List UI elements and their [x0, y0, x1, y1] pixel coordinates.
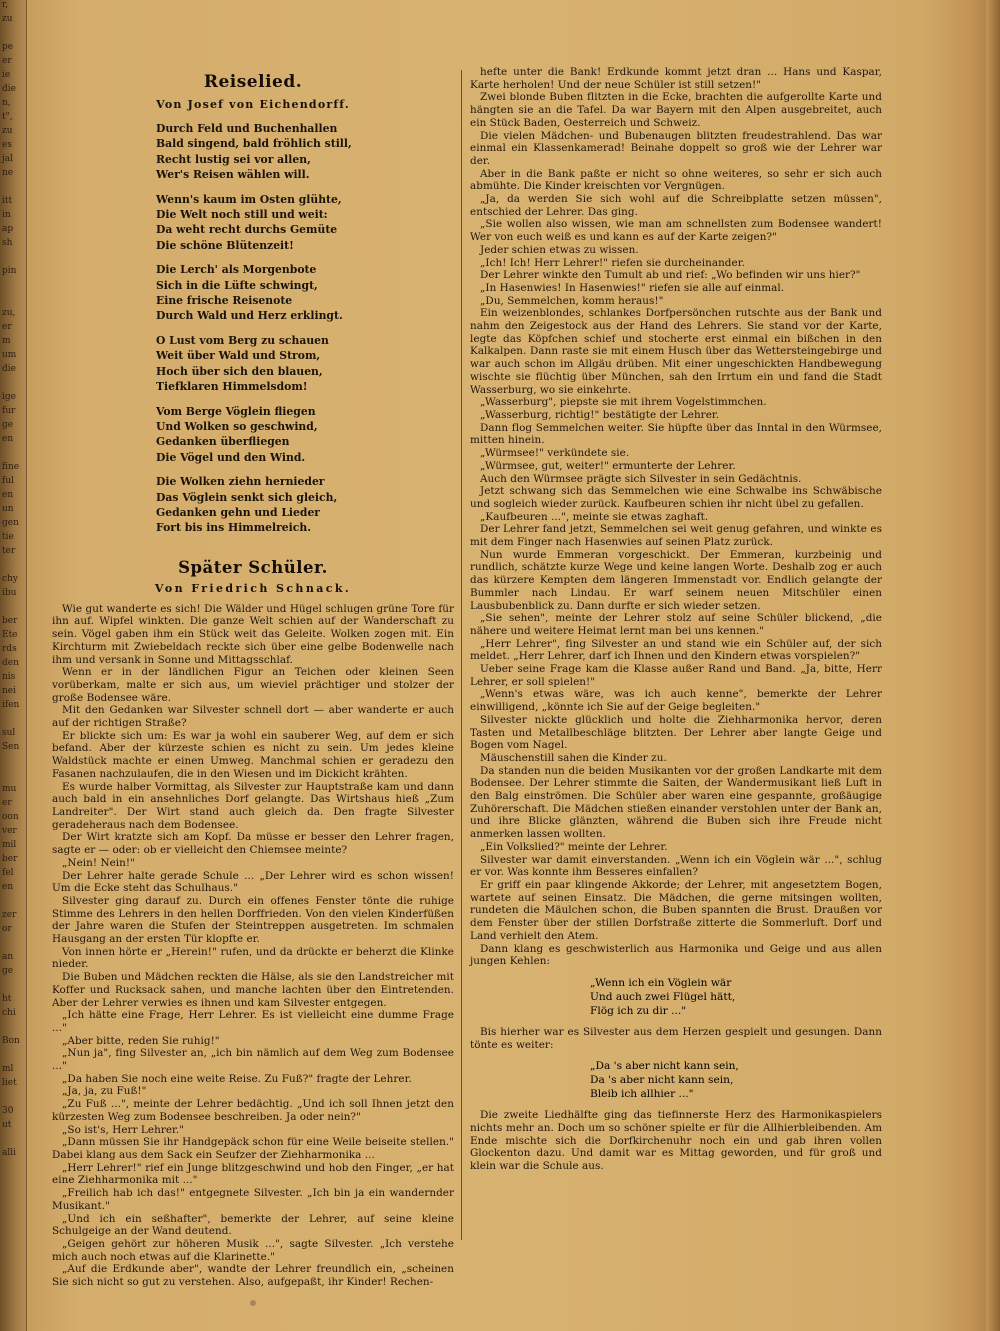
- poem-line: Recht lustig sei vor allen,: [156, 152, 311, 166]
- binding-fragment: [0, 756, 26, 770]
- paragraph: „Herr Lehrer!" rief ein Junge blitzgeschwind und hob den Finger, „er hat eine Ziehharmonika mit ...": [52, 1161, 454, 1187]
- paragraph: „Nein! Nein!": [62, 856, 135, 869]
- binding-fragment: gen: [2, 518, 19, 528]
- binding-fragment: mil: [2, 840, 17, 850]
- paragraph: Von innen hörte er „Herein!" rufen, und da drückte er beherzt die Klinke nieder.: [52, 945, 454, 971]
- binding-fragment: ne: [2, 168, 14, 178]
- binding-fragment: [0, 182, 26, 196]
- paragraph: „Und ich ein seßhafter", bemerkte der Lehrer, auf seine kleine Schulgeige an der Wand deutend.: [52, 1212, 454, 1238]
- paragraph: „Ein Volkslied?" meinte der Lehrer.: [480, 840, 668, 853]
- story-author: Von Friedrich Schnack.: [154, 581, 352, 595]
- paragraph: Er blickte sich um: Es war ja wohl ein sauberer Weg, auf dem er sich befand. Aber der kürzeste schien es nicht zu sein. Um jedes kleine Waldstück machte er einen Umweg. Manchmal schien er geradezu den Fasanen nachzulaufen, die in den Wiesen und im Dickicht krähten.: [52, 729, 454, 780]
- paragraph: „Dann müssen Sie ihr Handgepäck schon für eine Weile beiseite stellen." Dabei klang aus dem Sack ein Seufzer der Ziehharmonika ...: [52, 1136, 454, 1161]
- paragraph: „Du, Semmelchen, komm heraus!": [480, 294, 664, 307]
- paragraph: Silvester ging darauf zu. Durch ein offenes Fenster tönte die ruhige Stimme des Lehrers in den hellen Dorffrieden. Von den vielen Kinderfüßen der Jahre waren die Stufen der Steintreppen ausgetreten. Im schmalen Hausgang an der ersten Tür klopfte er.: [52, 894, 454, 946]
- song-verse-2: [590, 1059, 882, 1101]
- binding-fragment: chy: [2, 574, 18, 584]
- binding-fragment: m: [2, 336, 11, 346]
- binding-fragment: [0, 1134, 26, 1148]
- binding-fragment: ber: [2, 854, 18, 864]
- song-line: „Da 's aber nicht kann sein,: [590, 1060, 739, 1073]
- song-verse-1: [590, 976, 882, 1018]
- binding-fragment: itt: [2, 196, 13, 206]
- binding-fragment: or: [2, 924, 12, 934]
- paragraph: „Nun ja", fing Silvester an, „ich bin nämlich auf dem Weg zum Bodensee ...": [52, 1047, 454, 1073]
- paragraph: „Ich hätte eine Frage, Herr Lehrer. Es ist vielleicht eine dumme Frage ...": [52, 1009, 454, 1034]
- paragraph: Mäuschenstill sahen die Kinder zu.: [480, 751, 667, 764]
- paragraph: Ein weizenblondes, schlankes Dorfpersönchen rutschte aus der Bank und nahm den Zeigestock aus der Hand des Lehrers. Sie stand vor der Karte, legte das Köpfchen schief und stocherte erst einmal ein bißchen in den Kalkalpen. Dann raste sie mit einem Husch über das Wettersteingebirge und war auch schon im Allgäu drüben. Mit einer ungeschickten Handbewegung wischte sie flüchtig über München, sah den Irrtum ein und fand die Stadt Wasserburg, wo sie einkehrte.: [470, 307, 882, 396]
- song-line: Flög ich zu dir ...": [590, 1004, 687, 1017]
- poem-stanza: [156, 121, 454, 183]
- paragraph: Der Lehrer halte gerade Schule ... „Der Lehrer wird es schon wissen! Um die Ecke steht das Schulhaus.": [52, 869, 454, 895]
- binding-fragment: ibu: [2, 588, 17, 598]
- story-text-right-mid: [470, 1026, 882, 1051]
- story-title: Später Schüler.: [178, 557, 328, 577]
- binding-fragment: es: [2, 140, 12, 150]
- binding-fragment: en: [2, 434, 14, 444]
- poem-line: Vom Berge Vöglein fliegen: [156, 404, 316, 418]
- binding-fragment: [0, 448, 26, 462]
- binding-fragment: rds: [2, 644, 17, 654]
- poem-title: Reiselied.: [203, 72, 303, 92]
- binding-fragment: ap: [2, 224, 14, 234]
- binding-fragment: Bon: [2, 1036, 20, 1046]
- binding-fragment: [0, 1050, 26, 1064]
- binding-fragment: zu: [2, 126, 13, 136]
- binding-fragment: ige: [2, 392, 16, 402]
- binding-fragment: t",: [2, 112, 13, 122]
- poem-line: Die Wolken ziehn hernieder: [156, 475, 325, 489]
- binding-fragment: die: [2, 364, 16, 374]
- poem-line: Durch Feld und Buchenhallen: [156, 122, 338, 135]
- poem-line: Da weht recht durchs Gemüte: [156, 223, 338, 237]
- poem-body: [156, 121, 454, 536]
- right-column: [470, 66, 882, 1266]
- binding-fragment: liet: [2, 1078, 17, 1088]
- binding-fragment: [0, 714, 26, 728]
- paragraph: „Ich! Ich! Herr Lehrer!" riefen sie durcheinander.: [480, 256, 745, 269]
- paragraph: Jetzt schwang sich das Semmelchen wie eine Schwalbe ins Schwäbische und sogleich wieder zurück. Kaufbeuren schien ihr nicht übel zu gefallen.: [470, 485, 882, 510]
- paragraph: „Würmsee, gut, weiter!" ermunterte der Lehrer.: [480, 459, 736, 472]
- paragraph: „In Hasenwies! In Hasenwies!" riefen sie alle auf einmal.: [480, 281, 785, 294]
- poem-line: Durch Wald und Herz erklingt.: [156, 309, 343, 323]
- paragraph: Die zweite Liedhälfte ging das tiefinnerste Herz des Harmonikaspielers nichts mehr an. Doch um so schöner spielte er für die Allhierbleibenden. Am Ende mischte sich die Dorfkirchenuhr noch ein und gab ihren vollen Glockenton dazu. Und damit war es Mittag geworden, und für groß und klein war die Schule aus.: [470, 1109, 882, 1173]
- poem-stanza: [156, 474, 454, 536]
- poem-line: Gedanken überfliegen: [156, 435, 290, 449]
- paragraph: Der Lehrer winkte den Tumult ab und rief: „Wo befinden wir uns hier?": [480, 269, 861, 282]
- paragraph: Silvester nickte glücklich und holte die Ziehharmonika hervor, deren Tasten und Metallbeschläge blitzten. Der Lehrer aber langte Geige und Bogen vom Nagel.: [470, 713, 882, 752]
- binding-fragment: ge: [2, 966, 14, 976]
- binding-fragment: ut: [2, 1120, 12, 1130]
- binding-fragment: fine: [2, 462, 20, 472]
- binding-fragment: ful: [2, 476, 15, 486]
- story-text-right-end: [470, 1109, 882, 1173]
- paragraph: „Aber bitte, reden Sie ruhig!": [62, 1034, 220, 1047]
- binding-fragment: pin: [2, 266, 17, 276]
- poem-stanza: [156, 404, 454, 466]
- binding-fragment: [0, 378, 26, 392]
- binding-fragment: alli: [2, 1148, 17, 1158]
- paragraph: Aber in die Bank paßte er nicht so ohne weiteres, so sehr er sich auch abmühte. Die Kinder kreischten vor Vergnügen.: [470, 167, 882, 193]
- poem-line: Die Welt noch still und weit:: [156, 208, 328, 222]
- binding-fragment: ie: [2, 70, 11, 80]
- binding-fragment: ver: [2, 826, 17, 836]
- story-text-left: [52, 603, 454, 1289]
- binding-fragment: zu,: [2, 308, 16, 318]
- paragraph: „Kaufbeuren ...", meinte sie etwas zaghaft.: [480, 510, 709, 523]
- binding-fragment: Sen: [2, 742, 20, 752]
- poem-stanza: [156, 192, 454, 254]
- paragraph: Wenn er in der ländlichen Figur an Teichen oder kleinen Seen vorüberkam, malte er sich aus, um wieviel prächtiger und stolzer der große Bodensee wäre.: [52, 666, 454, 704]
- paragraph: Dann flog Semmelchen weiter. Sie hüpfte über das Inntal in den Würmsee, mitten hinein.: [470, 421, 882, 447]
- paragraph: Silvester war damit einverstanden. „Wenn ich ein Vöglein wär ...", schlug er vor. Was konnte ihm Besseres einfallen?: [470, 853, 882, 879]
- binding-fragment: [0, 1022, 26, 1036]
- paragraph: „Zu Fuß ...", meinte der Lehrer bedächtig. „Und ich soll Ihnen jetzt den kürzesten Weg zum Bodensee beschreiben. Ja oder nein?": [52, 1098, 454, 1123]
- paragraph: Mit den Gedanken war Silvester schnell dort — aber wanderte er auch auf der richtigen Straße?: [52, 704, 454, 730]
- poem-line: Die Vögel und den Wind.: [156, 450, 306, 464]
- poem-line: Die schöne Blütenzeit!: [156, 238, 294, 252]
- paragraph: „Wasserburg", piepste sie mit ihrem Vogelstimmchen.: [480, 396, 767, 409]
- paragraph: Der Lehrer fand jetzt, Semmelchen sei weit genug gefahren, und winkte es mit dem Finger nach Hasenwies auf seinen Platz zurück.: [470, 523, 882, 549]
- paragraph: „Wasserburg, richtig!" bestätigte der Lehrer.: [480, 408, 720, 421]
- poem-line: Das Vöglein senkt sich gleich,: [156, 490, 338, 504]
- binding-fragment: nis: [2, 672, 16, 682]
- paragraph: „So ist's, Herr Lehrer.": [62, 1123, 185, 1136]
- poem-author: Von Josef von Eichendorff.: [156, 98, 350, 111]
- binding-fragment: zu: [2, 14, 13, 24]
- binding-fragment: ht: [2, 994, 12, 1004]
- binding-fragment: tie: [2, 532, 14, 542]
- binding-fragment: Ete: [2, 630, 18, 640]
- story-text-right: [470, 66, 882, 968]
- poem-stanza: [156, 262, 454, 324]
- paragraph: „Geigen gehört zur höheren Musik ...", sagte Silvester. „Ich verstehe mich auch noch etwas auf die Klarinette.": [52, 1237, 454, 1263]
- print-mark: [250, 1300, 256, 1306]
- binding-strip: [0, 0, 27, 1331]
- poem-line: Eine frische Reisenote: [156, 294, 293, 308]
- binding-fragment: 30: [2, 1106, 14, 1116]
- poem-line: Wer's Reisen wählen will.: [156, 168, 310, 182]
- paragraph: Nun wurde Emmeran vorgeschickt. Der Emmeran, kurzbeinig und rundlich, schätzte kurze Wege und keine langen Worte. Deshalb zog er auch das kürzere Kempten dem längeren Immenstadt vor. Endlich gelangte der Bummler nach Lindau. Er warf seinem neuen Mitschüler einen Lausbubenblick zu. Dann durfte er sich wieder setzen.: [470, 548, 882, 612]
- binding-fragment: [0, 602, 26, 616]
- binding-fragment: chi: [2, 1008, 16, 1018]
- paragraph: Er griff ein paar klingende Akkorde; der Lehrer, mit angesetztem Bogen, wartete auf seinen Einsatz. Die Mädchen, die gerne mitsingen wollten, rundeten die Mäulchen schon, die Buben spannten die Brust. Draußen vor dem Fenster über der stillen Dorfstraße zitterte die Sommerluft. Dorf und Land verhielt den Atem.: [470, 879, 882, 942]
- binding-fragment: er: [2, 322, 12, 332]
- binding-fragment: en: [2, 882, 14, 892]
- paragraph: hefte unter die Bank! Erdkunde kommt jetzt dran ... Hans und Kaspar, Karte herholen! Und der neue Schüler ist still setzen!": [470, 66, 882, 91]
- paragraph: Ueber seine Frage kam die Klasse außer Rand und Band. „Ja, bitte, Herr Lehrer, er soll spielen!": [470, 663, 882, 688]
- binding-fragment: [0, 294, 26, 308]
- binding-fragment: den: [2, 658, 19, 668]
- poem-line: Gedanken gehn und Lieder: [156, 505, 320, 519]
- binding-fragment: [0, 1092, 26, 1106]
- binding-fragment: an: [2, 952, 14, 962]
- binding-fragment: r,: [2, 0, 9, 10]
- paragraph: „Wenn's etwas wäre, was ich auch kenne", bemerkte der Lehrer einwilligend, „könnte ich Sie auf der Geige begleiten.": [470, 688, 882, 714]
- song-line: „Wenn ich ein Vöglein wär: [590, 976, 732, 989]
- poem-line: Die Lerch' als Morgenbote: [156, 263, 317, 277]
- binding-fragment: ge: [2, 420, 14, 430]
- poem-line: O Lust vom Berg zu schauen: [156, 333, 329, 347]
- paragraph: „Auf die Erdkunde aber", wandte der Lehrer freundlich ein, „scheinen Sie sich nicht so gut zu verstehen. Also, aufgepaßt, ihr Kinder! Rechen-: [52, 1263, 454, 1289]
- binding-fragment: jal: [2, 154, 14, 164]
- paragraph: „Würmsee!" verkündete sie.: [480, 447, 630, 460]
- binding-fragment: n,: [2, 98, 11, 108]
- binding-fragment: in: [2, 210, 11, 220]
- binding-fragment: sul: [2, 728, 16, 738]
- binding-fragment: fel: [2, 868, 14, 878]
- binding-fragment: die: [2, 84, 16, 94]
- paragraph: „Ja, ja, zu Fuß!": [62, 1085, 147, 1098]
- poem-line: Fort bis ins Himmelreich.: [156, 521, 311, 535]
- song-line: Und auch zwei Flügel hätt,: [590, 990, 736, 1003]
- poem-line: Weit über Wald und Strom,: [156, 349, 321, 363]
- paragraph: „Sie wollen also wissen, wie man am schnellsten zum Bodensee wandert! Wer von euch weiß es und kann es auf der Karte zeigen?": [470, 218, 882, 244]
- paragraph: Es wurde halber Vormittag, als Silvester zur Hauptstraße kam und dann auch bald in ein ansehnliches Dorf gelangte. Das Wirtshaus hieß „Zum Landreiter". Der Wirt stand auch gleich da. Den fragte Silvester geradeheraus nach dem Bodensee.: [52, 780, 454, 831]
- paragraph: Bis hierher war es Silvester aus dem Herzen gespielt und gesungen. Dann tönte es weiter:: [470, 1025, 882, 1051]
- binding-fragment: pe: [2, 42, 14, 52]
- paragraph: Wie gut wanderte es sich! Die Wälder und Hügel schlugen grüne Tore für ihn auf. Wipfel winkten. Die ganze Welt schien auf der Wanderschaft zu sein. Vögel gaben ihm ein Stück weit das Geleite. Wolken zogen mit. Ein Kirchturm mit Zwiebeldach reckte sich über eine gelbe Bodenwelle nach ihm und versank in Sonne und Mittagsschlaf.: [52, 602, 454, 666]
- poem-line: Wenn's kaum im Osten glühte,: [156, 192, 342, 206]
- paragraph: Da standen nun die beiden Musikanten vor der großen Landkarte mit dem Bodensee. Der Lehrer stimmte die Saiten, der Wandermusikant ließ Luft in den Balg einströmen. Die Schüler aber waren eine gespannte, großäugige Zuhörerschaft. Die Mädchen stießen einander verstohlen unter der Bank an, und ihre Blicke glänzten, während die Buben sich ihre Freude nicht anmerken lassen wollten.: [470, 764, 882, 841]
- binding-fragment: ifen: [2, 700, 20, 710]
- paragraph: Auch den Würmsee prägte sich Silvester in sein Gedächtnis.: [480, 472, 802, 485]
- paragraph: „Da haben Sie noch eine weite Reise. Zu Fuß?" fragte der Lehrer.: [62, 1072, 412, 1085]
- paragraph: Der Wirt kratzte sich am Kopf. Da müsse er besser den Lehrer fragen, sagte er — oder: ob er vielleicht den Chiemsee meinte?: [52, 831, 454, 857]
- poem-line: Hoch über sich den blauen,: [156, 364, 323, 378]
- poem-line: Sich in die Lüfte schwingt,: [156, 278, 318, 292]
- binding-fragment: un: [2, 504, 14, 514]
- binding-fragment: [0, 938, 26, 952]
- binding-fragment: oon: [2, 812, 19, 822]
- song-line: Da 's aber nicht kann sein,: [590, 1074, 734, 1087]
- binding-fragment: er: [2, 798, 12, 808]
- paragraph: Zwei blonde Buben flitzten in die Ecke, brachten die aufgerollte Karte und hängten sie an die Tafel. Da war Bayern mit den Alpen ausgebreitet, auch ein Stück Baden, Oesterreich und Schweiz.: [470, 91, 882, 129]
- binding-fragment: [0, 980, 26, 994]
- paragraph: Dann klang es geschwisterlich aus Harmonika und Geige und aus allen jungen Kehlen:: [470, 942, 882, 968]
- binding-fragment: [0, 560, 26, 574]
- binding-fragment: zer: [2, 910, 17, 920]
- song-line: Bleib ich allhier ...": [590, 1088, 694, 1101]
- binding-fragment: ml: [2, 1064, 14, 1074]
- binding-fragment: [0, 896, 26, 910]
- binding-fragment: sh: [2, 238, 13, 248]
- binding-fragment: er: [2, 56, 12, 66]
- binding-fragment: mu: [2, 784, 17, 794]
- binding-fragment: [0, 252, 26, 266]
- paragraph: „Ja, da werden Sie sich wohl auf die Schreibplatte setzen müssen", entschied der Lehrer. Das ging.: [470, 193, 882, 218]
- binding-fragment: [0, 280, 26, 294]
- paragraph: „Freilich hab ich das!" entgegnete Silvester. „Ich bin ja ein wandernder Musikant.": [52, 1187, 454, 1212]
- binding-fragment: ter: [2, 546, 16, 556]
- left-column: [52, 66, 454, 1289]
- poem-line: Tiefklaren Himmelsdom!: [156, 380, 308, 394]
- paragraph: „Sie sehen", meinte der Lehrer stolz auf seine Schüler blickend, „die nähere und weitere Heimat lernt man bei uns kennen.": [470, 612, 882, 637]
- page-edge: [986, 0, 1000, 1331]
- poem-stanza: [156, 333, 454, 395]
- binding-fragment: en: [2, 490, 14, 500]
- paragraph: Jeder schien etwas zu wissen.: [480, 243, 639, 256]
- binding-fragment: [0, 28, 26, 42]
- paragraph: „Herr Lehrer", fing Silvester an und stand wie ein Schüler auf, der sich meldet. „Herr Lehrer, darf ich Ihnen und den Kindern etwas vorspielen?": [470, 637, 882, 663]
- binding-fragment: fur: [2, 406, 16, 416]
- poem-line: Bald singend, bald fröhlich still,: [156, 137, 352, 151]
- paragraph: Die vielen Mädchen- und Bubenaugen blitzten freudestrahlend. Das war einmal ein Klassenkamerad! Beinahe doppelt so groß wie der Lehrer war der.: [470, 129, 882, 167]
- binding-fragment: um: [2, 350, 17, 360]
- binding-fragment: nei: [2, 686, 17, 696]
- poem-line: Und Wolken so geschwind,: [156, 419, 318, 433]
- binding-fragment: ber: [2, 616, 18, 626]
- column-rule: [461, 70, 462, 1240]
- paragraph: Die Buben und Mädchen reckten die Hälse, als sie den Landstreicher mit Koffer und Rucksack sahen, und manche lachten über den Eintretenden. Aber der Lehrer verwies es ihnen und kam Silvester entgegen.: [52, 971, 454, 1009]
- binding-fragment: [0, 770, 26, 784]
